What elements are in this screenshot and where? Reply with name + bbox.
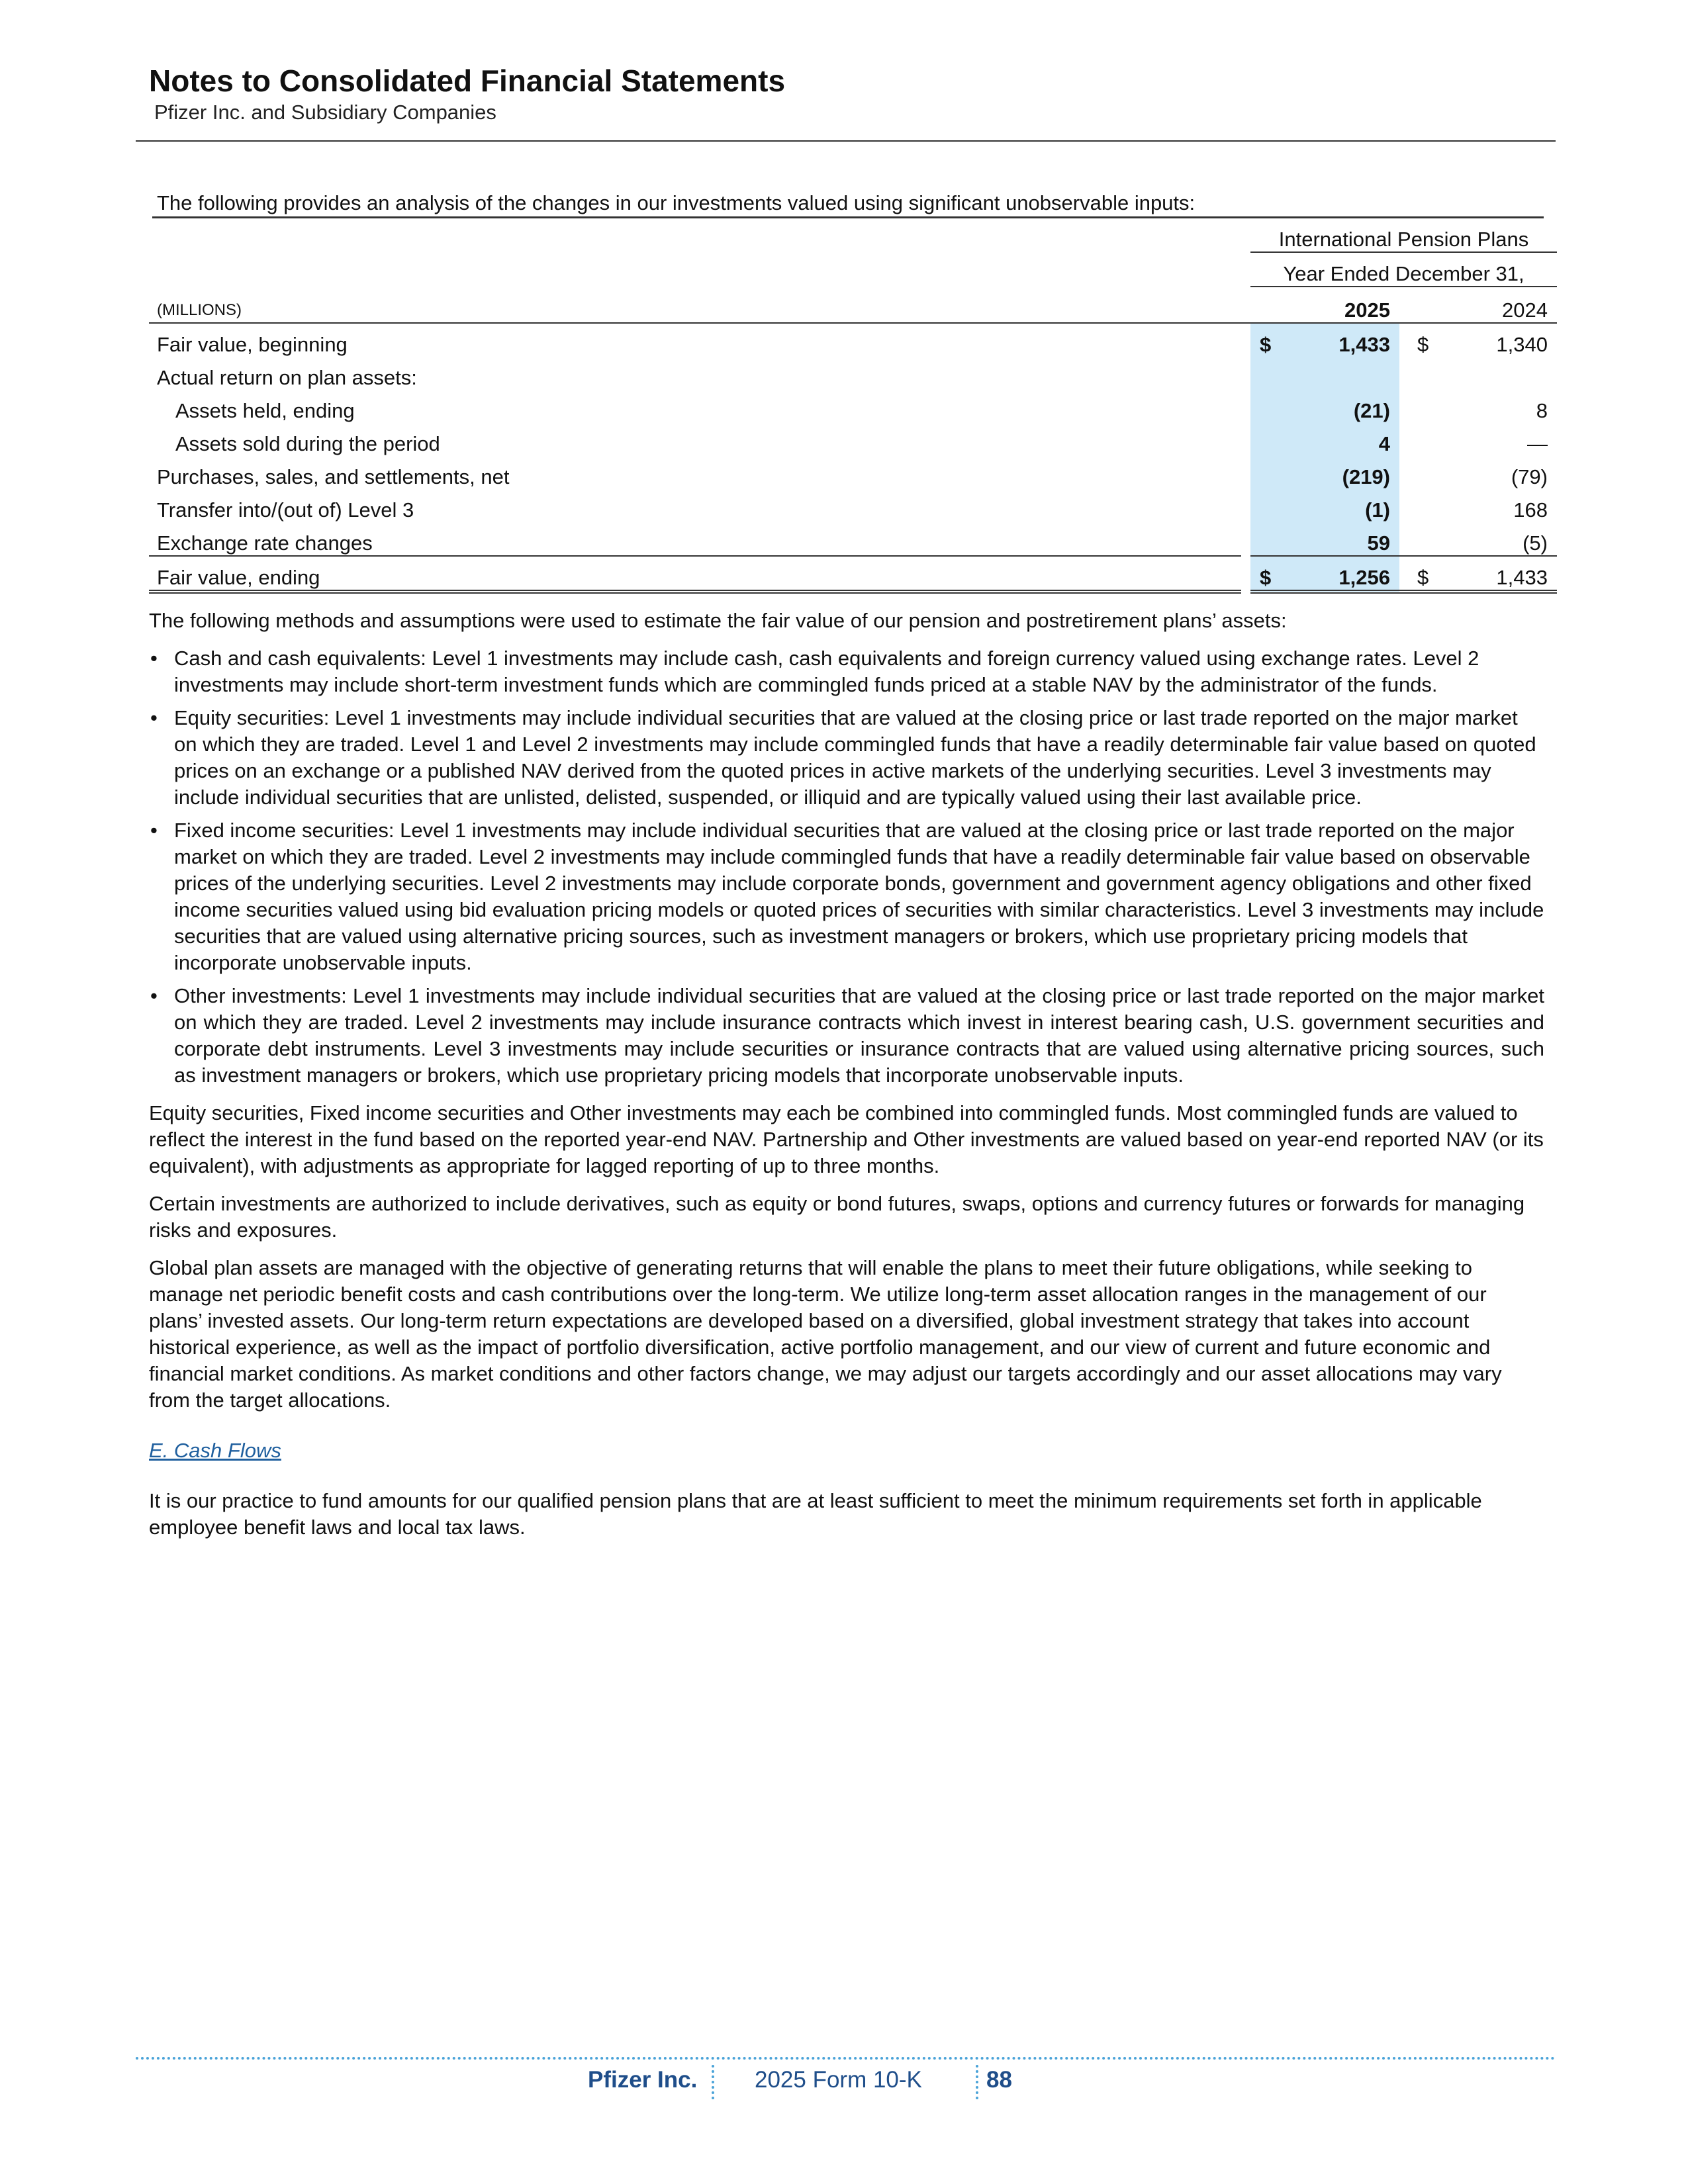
row-label: Actual return on plan assets: xyxy=(157,366,417,389)
footer-divider xyxy=(136,2057,1556,2060)
financial-table xyxy=(149,218,1557,594)
bullet-icon: • xyxy=(150,819,158,842)
row-label: Assets sold during the period xyxy=(175,432,440,455)
value-2024: 168 xyxy=(1513,498,1548,522)
table-row xyxy=(149,522,1557,556)
value-2025: (1) xyxy=(1290,489,1399,522)
currency-symbol: $ xyxy=(1250,556,1290,592)
currency-symbol: $ xyxy=(1408,323,1448,357)
level3-changes-table xyxy=(149,218,1548,594)
year-2024-header: 2024 xyxy=(1502,298,1548,322)
table-row xyxy=(149,489,1557,522)
value-2024: 1,340 xyxy=(1448,323,1557,357)
footer-separator xyxy=(712,2065,714,2099)
row-label: Assets held, ending xyxy=(175,399,355,422)
value-2025 xyxy=(1290,357,1399,390)
footer-company: Pfizer Inc. xyxy=(588,2067,698,2093)
period-header: Year Ended December 31, xyxy=(1250,252,1557,287)
value-2025: 1,256 xyxy=(1290,556,1399,592)
paragraph: Global plan assets are managed with the objective of generating returns that will enable the plans to meet their future obligations, while seeking to manage net periodic benefit costs and cash contributions over the long-term. We utilize long-term asset allocation ranges in the management of our plans’ invested assets. Our long-term return expectations are developed based on a diversified, global investment strategy that takes into account historical experience, as well as the impact of portfolio diversification, active portfolio management, and our view of current and future economic and financial market conditions. As market conditions and other factors change, we may adjust our targets accordingly and our asset allocations may vary from the target allocations. xyxy=(149,1256,1502,1412)
table-row xyxy=(149,423,1557,456)
table-row xyxy=(149,323,1557,357)
year-2025-header: 2025 xyxy=(1344,298,1390,322)
value-2025: 4 xyxy=(1290,423,1399,456)
value-2024 xyxy=(1448,357,1557,390)
value-2024: 8 xyxy=(1536,399,1548,422)
currency-symbol: $ xyxy=(1408,556,1448,592)
header-row-years xyxy=(149,287,1557,323)
footer-form: 2025 Form 10-K xyxy=(755,2067,922,2093)
bullet-icon: • xyxy=(150,706,158,729)
table-row xyxy=(149,357,1557,390)
value-2025: (21) xyxy=(1290,390,1399,423)
methods-list xyxy=(149,645,1544,1089)
methods-intro: The following methods and assumptions were used to estimate the fair value of our pension and postretirement plans’ assets: xyxy=(149,609,1287,632)
header-divider xyxy=(136,140,1556,142)
bullet-icon: • xyxy=(150,984,158,1007)
page-title: Notes to Consolidated Financial Statements xyxy=(149,64,786,98)
row-label: Fair value, ending xyxy=(149,556,1241,592)
list-item: • Fixed income securities: Level 1 investments may include individual securities that are valued at the closing price or last trade reported on the major market on which they are traded. Level 2 investments may include commingled funds that have a readily determinable fair value based on observable prices of the underlying securities. Level 2 investments may include corporate bonds, government and government agency obligations and other fixed income securities valued using bid evaluation pricing models or quoted prices of securities with similar characteristics. Level 3 investments may include securities that are valued using alternative pricing sources, such as investment managers or brokers, which use proprietary pricing models that incorporate unobservable inputs. xyxy=(150,819,1544,974)
unit-label: (MILLIONS) xyxy=(157,301,242,319)
value-2025: 1,433 xyxy=(1290,323,1399,357)
body-content xyxy=(149,608,1544,1552)
currency-symbol: $ xyxy=(1250,323,1290,357)
value-2024: (79) xyxy=(1511,465,1548,488)
value-2025: 59 xyxy=(1290,522,1399,556)
row-label: Purchases, sales, and settlements, net xyxy=(157,465,510,488)
value-2025: (219) xyxy=(1290,456,1399,489)
paragraph: It is our practice to fund amounts for our qualified pension plans that are at least sufficient to meet the minimum requirements set forth in applicable employee benefit laws and local tax laws. xyxy=(149,1489,1482,1539)
value-2024: (5) xyxy=(1523,531,1548,555)
header-row-period xyxy=(149,252,1557,287)
page-number: 88 xyxy=(986,2067,1012,2093)
group-header: International Pension Plans xyxy=(1250,218,1557,252)
list-item: • Equity securities: Level 1 investments may include individual securities that are valued at the closing price or last trade reported on the major market on which they are traded. Level 1 and Level 2 investments may include commingled funds that have a readily determinable fair value based on quoted prices on an exchange or a published NAV derived from the quoted prices in active markets of the underlying securities. Level 3 investments may include individual securities that are unlisted, delisted, suspended, or illiquid and are typically valued using their last available price. xyxy=(150,706,1536,809)
row-label: Transfer into/(out of) Level 3 xyxy=(157,498,414,522)
page-header xyxy=(149,62,785,126)
value-2024: — xyxy=(1527,432,1548,455)
table-row-total xyxy=(149,556,1557,592)
header-row-group xyxy=(149,218,1557,252)
cash-flows-link[interactable]: E. Cash Flows xyxy=(149,1439,281,1462)
value-2024: 1,433 xyxy=(1448,556,1557,592)
footer-separator xyxy=(976,2065,978,2099)
table-row xyxy=(149,456,1557,489)
list-item: • Other investments: Level 1 investments may include individual securities that are valued at the closing price or last trade reported on the major market on which they are traded. Level 2 investments may include insurance contracts which invest in interest bearing cash, U.S. government securities and corporate debt instruments. Level 3 investments may include securities or insurance contracts that are valued using alternative pricing sources, such as investment managers or brokers, which use proprietary pricing models that incorporate unobservable inputs. xyxy=(150,984,1544,1087)
bullet-icon: • xyxy=(150,647,158,670)
row-label: Exchange rate changes xyxy=(157,531,373,555)
row-label: Fair value, beginning xyxy=(149,323,1241,357)
paragraph: Equity securities, Fixed income securities and Other investments may each be combined into commingled funds. Most commingled funds are valued to reflect the interest in the fund based on the reported year-end NAV. Partnership and Other investments are valued based on year-end reported NAV (or its equivalent), with adjustments as appropriate for lagged reporting of up to three months. xyxy=(149,1101,1544,1177)
list-item: • Cash and cash equivalents: Level 1 investments may include cash, cash equivalents and foreign currency valued using exchange rates. Level 2 investments may include short-term investment funds which are commingled funds priced at a stable NAV by the administrator of the funds. xyxy=(150,647,1479,696)
page-subtitle: Pfizer Inc. and Subsidiary Companies xyxy=(154,101,496,124)
paragraph: Certain investments are authorized to include derivatives, such as equity or bond futures, swaps, options and currency futures or forwards for managing risks and exposures. xyxy=(149,1192,1525,1242)
table-row xyxy=(149,390,1557,423)
table-intro: The following provides an analysis of the changes in our investments valued using significant unobservable inputs: xyxy=(157,191,1196,214)
